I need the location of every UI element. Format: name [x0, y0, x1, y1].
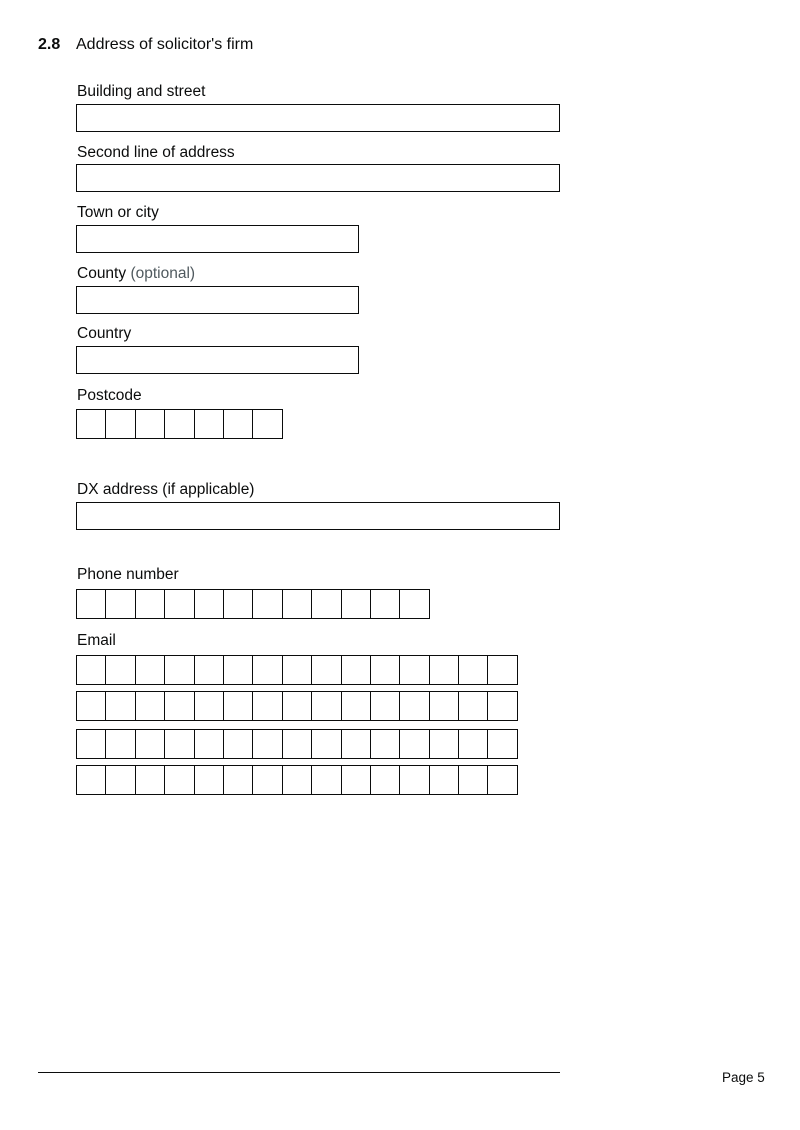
character-box[interactable] — [223, 765, 253, 795]
character-box[interactable] — [370, 729, 400, 759]
character-box[interactable] — [370, 589, 400, 619]
email-label: Email — [77, 632, 116, 649]
character-box[interactable] — [105, 729, 135, 759]
character-box[interactable] — [311, 765, 341, 795]
county-label — [77, 264, 195, 284]
character-box[interactable] — [458, 729, 488, 759]
character-box[interactable] — [282, 589, 312, 619]
character-box[interactable] — [223, 729, 253, 759]
character-box[interactable] — [76, 655, 106, 685]
email-boxes-row-1[interactable] — [76, 655, 517, 685]
character-box[interactable] — [429, 765, 459, 795]
character-box[interactable] — [135, 409, 165, 439]
character-box[interactable] — [458, 765, 488, 795]
character-box[interactable] — [487, 765, 517, 795]
character-box[interactable] — [429, 655, 459, 685]
character-box[interactable] — [164, 589, 194, 619]
character-box[interactable] — [135, 691, 165, 721]
country-label: Country — [77, 325, 132, 342]
character-box[interactable] — [105, 409, 135, 439]
character-box[interactable] — [370, 691, 400, 721]
character-box[interactable] — [429, 691, 459, 721]
email-boxes-row-2[interactable] — [76, 691, 517, 721]
character-box[interactable] — [429, 729, 459, 759]
phone-boxes[interactable] — [76, 589, 429, 619]
county-label-text: County — [77, 265, 127, 282]
character-box[interactable] — [458, 655, 488, 685]
postcode-label: Postcode — [77, 387, 142, 404]
page-number: Page 5 — [722, 1070, 765, 1085]
character-box[interactable] — [252, 729, 282, 759]
character-box[interactable] — [282, 765, 312, 795]
character-box[interactable] — [311, 691, 341, 721]
character-box[interactable] — [194, 729, 224, 759]
character-box[interactable] — [164, 691, 194, 721]
country-input[interactable] — [76, 346, 359, 374]
character-box[interactable] — [105, 691, 135, 721]
character-box[interactable] — [399, 765, 429, 795]
character-box[interactable] — [341, 765, 371, 795]
character-box[interactable] — [135, 655, 165, 685]
character-box[interactable] — [194, 409, 224, 439]
character-box[interactable] — [76, 765, 106, 795]
county-input[interactable] — [76, 286, 359, 314]
dx-address-input[interactable] — [76, 502, 560, 530]
character-box[interactable] — [135, 589, 165, 619]
character-box[interactable] — [194, 589, 224, 619]
building-street-input[interactable] — [76, 104, 560, 132]
character-box[interactable] — [311, 589, 341, 619]
character-box[interactable] — [164, 655, 194, 685]
character-box[interactable] — [252, 409, 282, 439]
character-box[interactable] — [487, 729, 517, 759]
character-box[interactable] — [223, 691, 253, 721]
section-title: Address of solicitor's firm — [76, 36, 254, 53]
character-box[interactable] — [223, 655, 253, 685]
email-boxes-row-3[interactable] — [76, 729, 517, 759]
character-box[interactable] — [341, 729, 371, 759]
character-box[interactable] — [105, 655, 135, 685]
dx-address-label: DX address (if applicable) — [77, 481, 255, 498]
character-box[interactable] — [223, 409, 253, 439]
character-box[interactable] — [105, 765, 135, 795]
footer-divider — [38, 1072, 560, 1073]
character-box[interactable] — [76, 729, 106, 759]
character-box[interactable] — [252, 691, 282, 721]
character-box[interactable] — [311, 655, 341, 685]
town-input[interactable] — [76, 225, 359, 253]
character-box[interactable] — [399, 589, 429, 619]
character-box[interactable] — [399, 655, 429, 685]
character-box[interactable] — [194, 691, 224, 721]
character-box[interactable] — [282, 729, 312, 759]
character-box[interactable] — [370, 765, 400, 795]
character-box[interactable] — [164, 729, 194, 759]
character-box[interactable] — [76, 691, 106, 721]
character-box[interactable] — [341, 589, 371, 619]
phone-label: Phone number — [77, 566, 179, 583]
building-street-label: Building and street — [77, 83, 206, 100]
second-line-label: Second line of address — [77, 144, 235, 161]
town-label: Town or city — [77, 204, 159, 221]
character-box[interactable] — [399, 691, 429, 721]
section-number: 2.8 — [38, 36, 61, 53]
character-box[interactable] — [252, 655, 282, 685]
character-box[interactable] — [252, 589, 282, 619]
character-box[interactable] — [399, 729, 429, 759]
character-box[interactable] — [311, 729, 341, 759]
character-box[interactable] — [487, 655, 517, 685]
optional-hint: (optional) — [130, 265, 196, 282]
character-box[interactable] — [164, 765, 194, 795]
postcode-boxes[interactable] — [76, 409, 282, 439]
character-box[interactable] — [458, 691, 488, 721]
character-box[interactable] — [76, 589, 106, 619]
character-box[interactable] — [282, 655, 312, 685]
character-box[interactable] — [194, 655, 224, 685]
character-box[interactable] — [341, 691, 371, 721]
character-box[interactable] — [341, 655, 371, 685]
character-box[interactable] — [252, 765, 282, 795]
character-box[interactable] — [223, 589, 253, 619]
character-box[interactable] — [194, 765, 224, 795]
character-box[interactable] — [164, 409, 194, 439]
character-box[interactable] — [282, 691, 312, 721]
character-box[interactable] — [105, 589, 135, 619]
character-box[interactable] — [135, 729, 165, 759]
email-boxes-row-4[interactable] — [76, 765, 517, 795]
character-box[interactable] — [135, 765, 165, 795]
second-line-input[interactable] — [76, 164, 560, 192]
character-box[interactable] — [370, 655, 400, 685]
character-box[interactable] — [487, 691, 517, 721]
character-box[interactable] — [76, 409, 106, 439]
